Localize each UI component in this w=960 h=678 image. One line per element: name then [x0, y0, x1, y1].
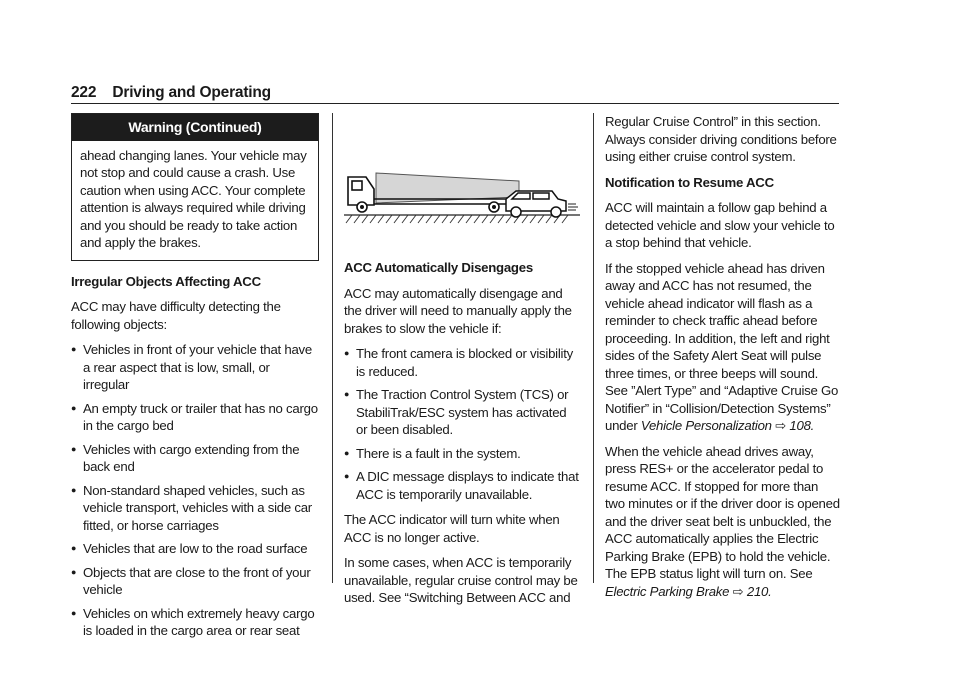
bullet-list: [344, 345, 580, 503]
subheading: Notification to Resume ACC: [605, 174, 774, 190]
warning-title: Warning (Continued): [72, 114, 318, 141]
header-rule: [71, 103, 839, 104]
bullet-list: [71, 341, 319, 640]
paragraph-text: If the stopped vehicle ahead has driven away and ACC has not resumed, the vehicle ahead indicator will flash as a reminder to check traffic ahead before proceeding. In addition, the left and right sides of the Safety Alert Seat will pulse three times, or three beeps will sound. See ”Alert Type” and “Adaptive Cruise Go Notifier” in “Collision/Detection Systems” under: [605, 260, 839, 433]
warning-text: ahead changing lanes. Your vehicle may not stop and could cause a crash. Use caution when using ACC. Your complete attention is always required while driving and you should be ready to take action and apply the brakes.: [80, 147, 307, 250]
truck-and-car-illustration: [344, 131, 580, 231]
paragraph: Regular Cruise Control” in this section. Always consider driving conditions before using either cruise control system.: [605, 114, 837, 164]
column-right: [605, 113, 841, 608]
warning-box: [71, 113, 319, 261]
paragraph: The ACC indicator will turn white when ACC is no longer active.: [344, 512, 560, 545]
subheading: ACC Automatically Disengages: [344, 260, 533, 275]
page-number: 222: [71, 84, 97, 101]
paragraph: [605, 260, 841, 435]
paragraph: ACC may automatically disengage and the driver will need to manually apply the brakes to slow the vehicle if:: [344, 285, 572, 336]
cross-reference-page[interactable]: ⇨ 108.: [775, 418, 815, 433]
list-item: ● Vehicles on which extremely heavy cargo is loaded in the cargo area or rear seat: [71, 605, 319, 640]
list-item: ● A DIC message displays to indicate that ACC is temporarily unavailable.: [344, 468, 580, 503]
list-item: ● The front camera is blocked or visibility is reduced.: [344, 345, 580, 380]
list-item: ● Objects that are close to the front of your vehicle: [71, 564, 319, 599]
list-item: ● Vehicles that are low to the road surface: [71, 540, 319, 558]
list-item: ● Vehicles in front of your vehicle that have a rear aspect that is low, small, or irregular: [71, 341, 319, 394]
column-divider: [332, 113, 333, 583]
paragraph: [605, 443, 841, 601]
list-item: ● The Traction Control System (TCS) or StabiliTrak/ESC system has activated or been disabled.: [344, 386, 580, 439]
paragraph: ACC will maintain a follow gap behind a detected vehicle and slow your vehicle to a stop behind that vehicle.: [605, 200, 835, 250]
column-middle: [344, 113, 580, 615]
paragraph: In some cases, when ACC is temporarily unavailable, regular cruise control may be used. See “Switching Between ACC and: [344, 555, 578, 605]
list-item: ● There is a fault in the system.: [344, 445, 580, 463]
list-item: ● Non-standard shaped vehicles, such as vehicle transport, vehicles with a side car fitted, or horse carriages: [71, 482, 319, 535]
list-item: ● Vehicles with cargo extending from the back end: [71, 441, 319, 476]
column-divider: [593, 113, 594, 583]
cross-reference-page[interactable]: ⇨ 210.: [732, 583, 772, 599]
section-title: Driving and Operating: [112, 84, 271, 101]
list-item: ● An empty truck or trailer that has no cargo in the cargo bed: [71, 400, 319, 435]
cross-reference-link[interactable]: Electric Parking Brake: [605, 583, 730, 599]
paragraph: ACC may have difficulty detecting the following objects:: [71, 299, 281, 332]
column-left: [71, 113, 319, 648]
cross-reference-link[interactable]: Vehicle Personalization: [640, 418, 772, 433]
subheading: Irregular Objects Affecting ACC: [71, 273, 261, 289]
paragraph-text: When the vehicle ahead drives away, press RES+ or the accelerator pedal to resume ACC. If stopped for more than two minutes or if the driver door is opened and the driver seat belt is unbuckled, the ACC automatically applies the Electric Parking Brake (EPB) to hold the vehicle. The EPB status light will turn on. See: [605, 443, 840, 581]
